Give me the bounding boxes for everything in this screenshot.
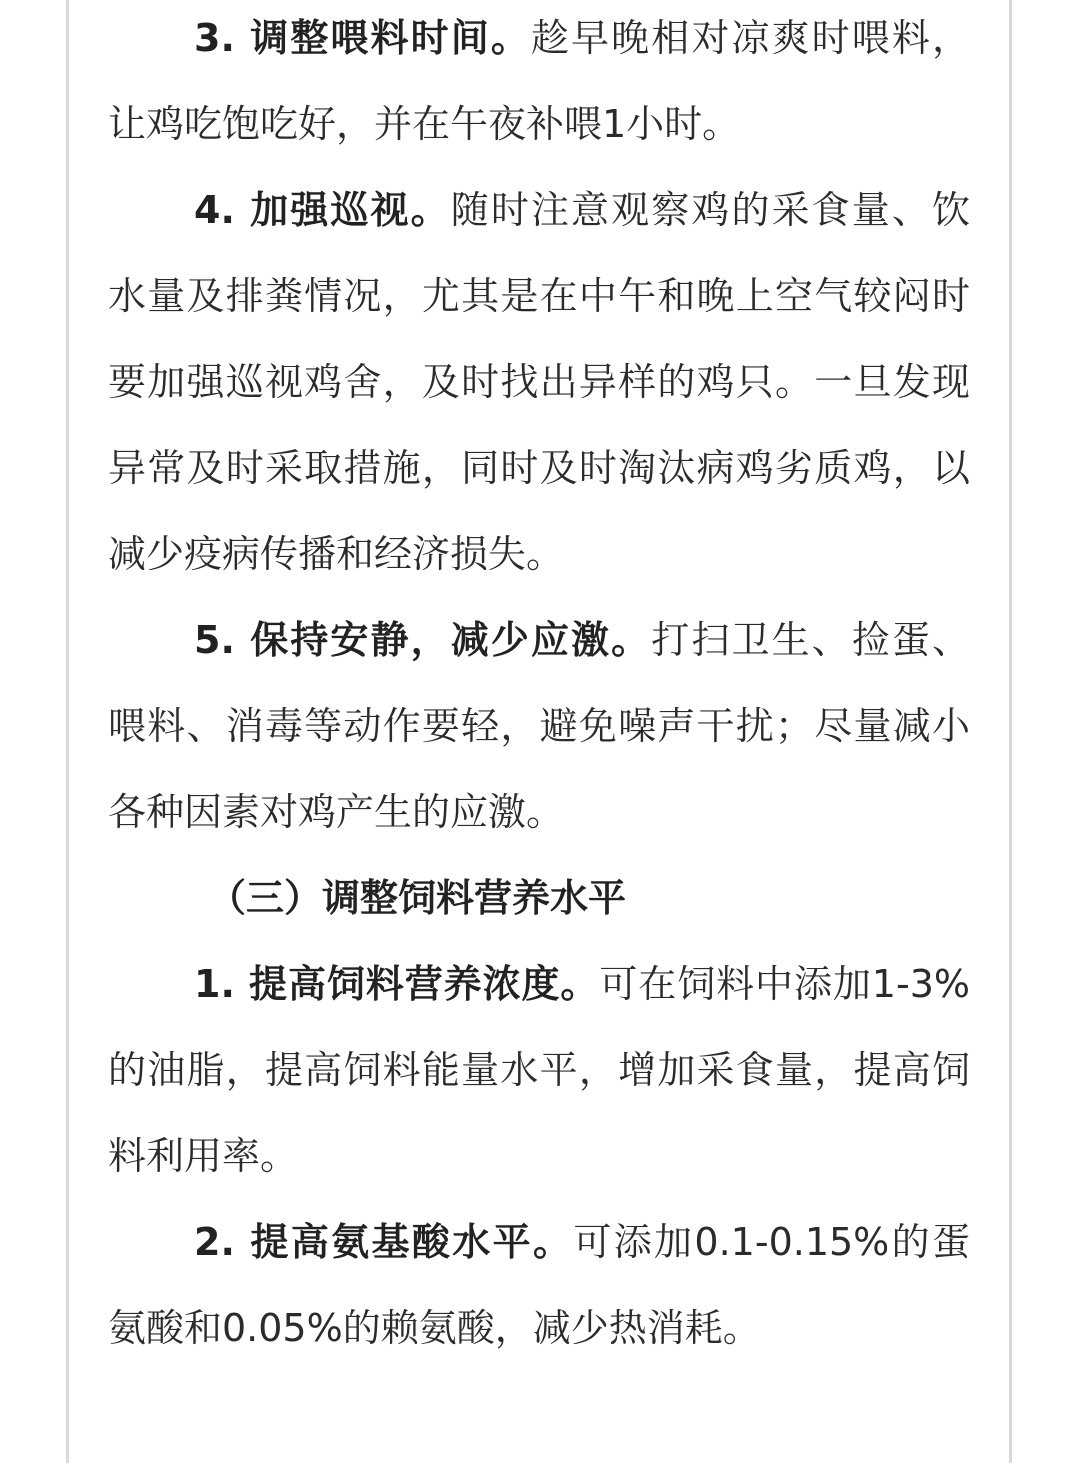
article-body (108, 0, 970, 1371)
paragraph-amino-acid (108, 1199, 970, 1371)
paragraph-text: 打扫卫生、捡蛋、喂料、消毒等动作要轻，避免噪声干扰；尽量减小各种因素对鸡产生的应激。 (108, 618, 970, 834)
paragraph-inspection (108, 167, 970, 597)
paragraph-lead: 4. 加强巡视。 (194, 188, 451, 232)
paragraph-text: 趁早晚相对凉爽时喂料，让鸡吃饱吃好，并在午夜补喂1小时。 (108, 16, 970, 146)
paragraph-text: 可在饲料中添加1-3%的油脂，提高饲料能量水平，增加采食量，提高饲料利用率。 (108, 962, 970, 1178)
section-heading: （三）调整饲料营养水平 (208, 876, 627, 920)
paragraph-text: 随时注意观察鸡的采食量、饮水量及排粪情况，尤其是在中午和晚上空气较闷时要加强巡视鸡舍，及时找出异样的鸡只。一旦发现异常及时采取措施，同时及时淘汰病鸡劣质鸡，以减少疫病传播和经济损失。 (108, 188, 970, 576)
paragraph-text: 可添加0.1-0.15%的蛋氨酸和0.05%的赖氨酸，减少热消耗。 (108, 1220, 970, 1350)
paragraph-lead: 2. 提高氨基酸水平。 (194, 1220, 574, 1264)
paragraph-feeding-time (108, 0, 970, 167)
paragraph-lead: 1. 提高饲料营养浓度。 (194, 962, 600, 1006)
paragraph-quiet (108, 597, 970, 855)
paragraph-lead: 3. 调整喂料时间。 (194, 16, 531, 60)
paragraph-nutrient-density (108, 941, 970, 1199)
paragraph-lead: 5. 保持安静，减少应激。 (194, 618, 652, 662)
